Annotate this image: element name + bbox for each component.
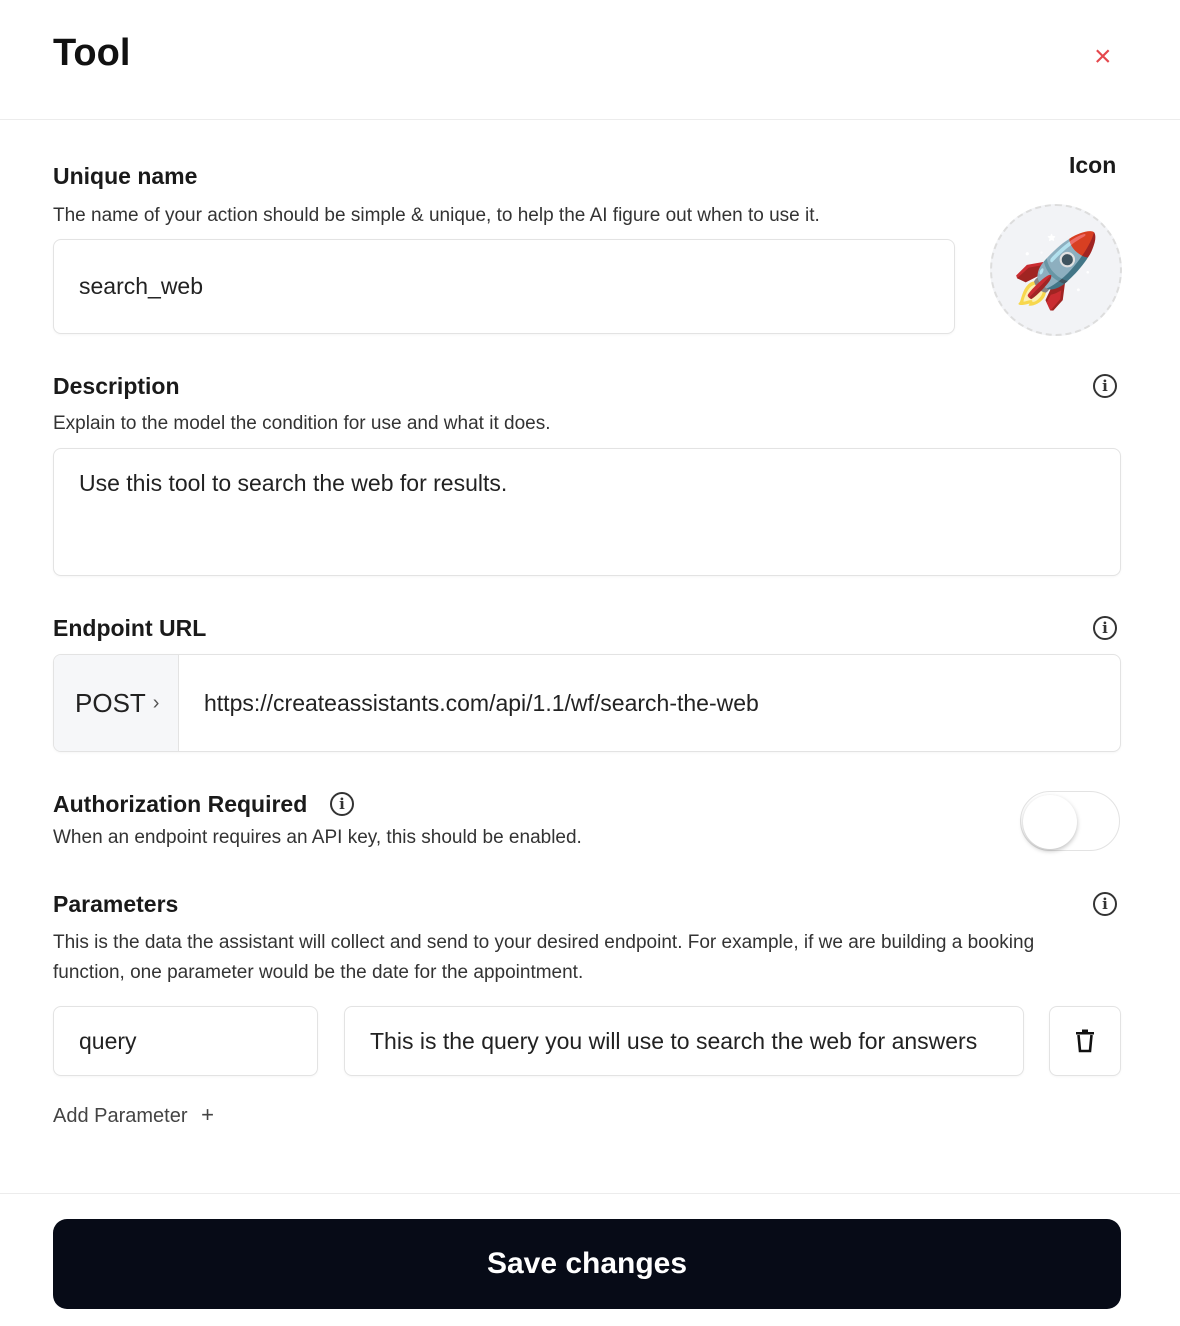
icon-picker[interactable]	[990, 204, 1122, 336]
parameter-name-input[interactable]: query	[53, 1006, 318, 1076]
description-label: Description	[53, 373, 180, 399]
divider	[0, 1193, 1180, 1194]
save-changes-button[interactable]: Save changes	[53, 1219, 1121, 1309]
rocket-icon: 🚀	[1011, 230, 1101, 311]
delete-parameter-button[interactable]	[1049, 1006, 1121, 1076]
add-parameter-label: Add Parameter	[53, 1105, 188, 1127]
parameter-description-input[interactable]: This is the query you will use to search the web for answers	[344, 1006, 1024, 1076]
close-icon[interactable]: ×	[1094, 40, 1112, 73]
parameters-label: Parameters	[53, 891, 179, 917]
description-textarea[interactable]: Use this tool to search the web for results.	[53, 448, 1121, 576]
divider	[0, 119, 1180, 120]
info-icon[interactable]: i	[1093, 374, 1117, 398]
plus-icon: +	[201, 1102, 214, 1127]
trash-icon	[1075, 1029, 1095, 1053]
info-icon[interactable]: i	[1093, 892, 1117, 916]
endpoint-label: Endpoint URL	[53, 615, 207, 641]
endpoint-url-input[interactable]: https://createassistants.com/api/1.1/wf/search-the-web	[204, 689, 759, 716]
info-icon[interactable]: i	[330, 792, 354, 816]
method-value: POST	[75, 687, 146, 718]
auth-help: When an endpoint requires an API key, this should be enabled.	[53, 827, 582, 848]
unique-name-help: The name of your action should be simple & unique, to help the AI figure out when to use it.	[53, 205, 820, 226]
chevron-right-icon: ›	[152, 691, 160, 714]
dialog-title: Tool	[53, 32, 131, 74]
toggle-knob	[1023, 795, 1077, 849]
unique-name-label: Unique name	[53, 163, 198, 189]
info-icon[interactable]: i	[1093, 616, 1117, 640]
method-select[interactable]	[54, 655, 179, 751]
endpoint-field	[53, 654, 1121, 752]
auth-toggle[interactable]	[1020, 791, 1120, 851]
add-parameter-button[interactable]	[53, 1102, 214, 1128]
description-help: Explain to the model the condition for use and what it does.	[53, 413, 551, 434]
parameters-help: This is the data the assistant will collect and send to your desired endpoint. For example, if we are building a booking function, one parameter would be the date for the appointment.	[53, 932, 1035, 983]
auth-label: Authorization Required	[53, 791, 308, 817]
icon-label: Icon	[1069, 152, 1117, 178]
unique-name-input[interactable]: search_web	[53, 239, 955, 334]
